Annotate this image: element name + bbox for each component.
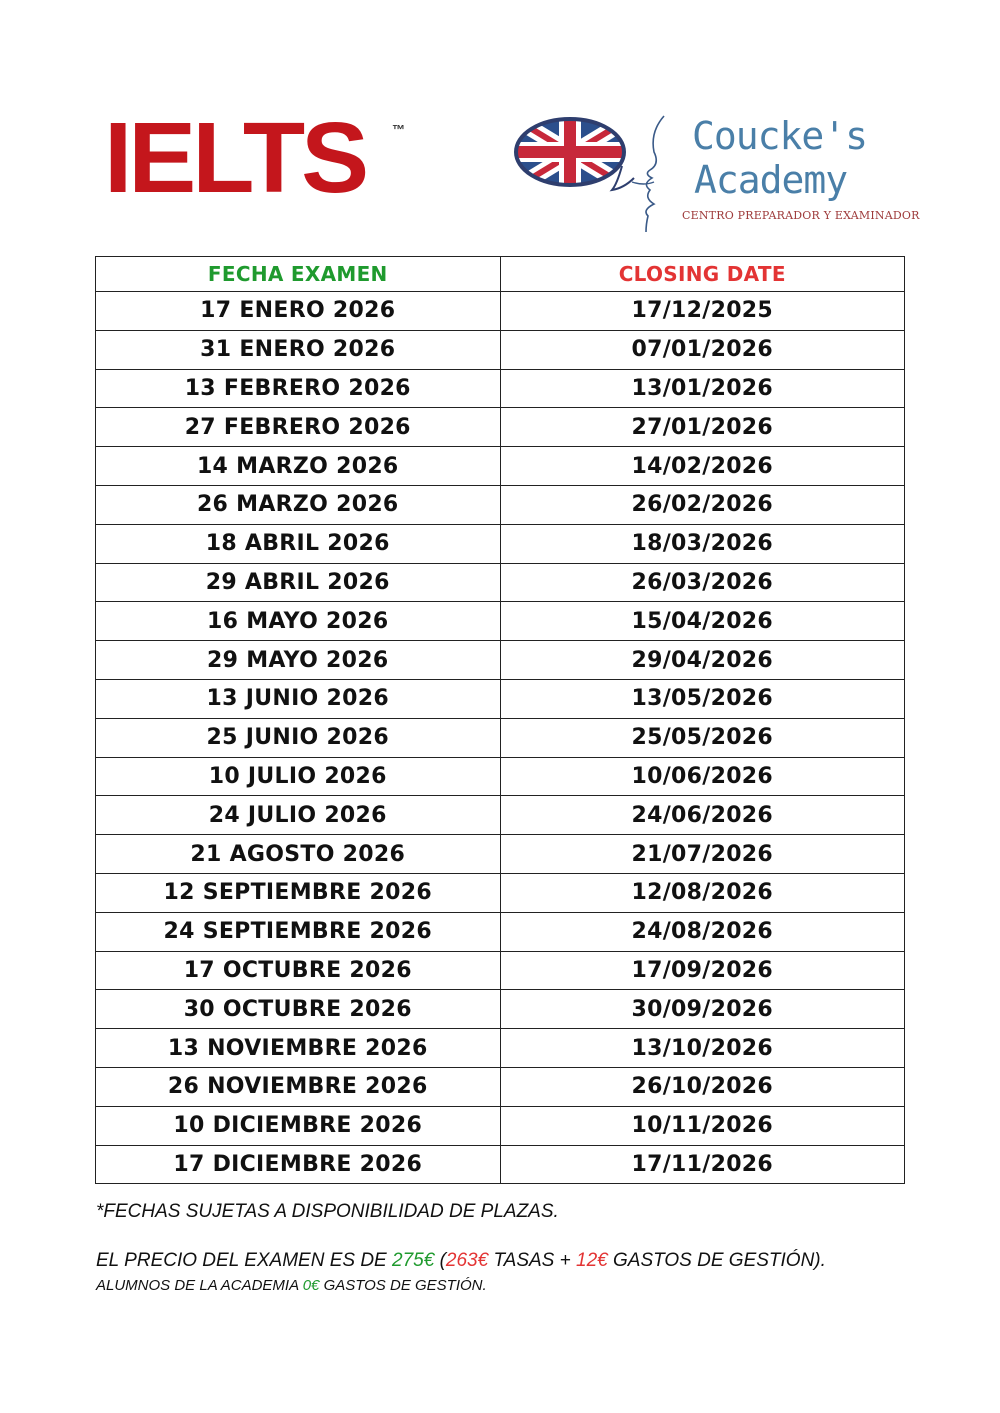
closing-date-cell: 26/02/2026 bbox=[500, 485, 905, 524]
students-note bbox=[96, 1277, 487, 1294]
students-amount: 0€ bbox=[302, 1277, 320, 1294]
closing-date-cell: 07/01/2026 bbox=[500, 330, 905, 369]
table-row bbox=[96, 641, 905, 680]
students-suffix: GASTOS DE GESTIÓN. bbox=[319, 1277, 487, 1294]
price-prefix: EL PRECIO DEL EXAMEN ES DE bbox=[96, 1250, 393, 1271]
table-row bbox=[96, 1067, 905, 1106]
closing-date-cell: 29/04/2026 bbox=[500, 641, 905, 680]
price-suffix: GASTOS DE GESTIÓN). bbox=[607, 1250, 826, 1271]
ielts-logo-text: IELTS bbox=[104, 102, 366, 214]
table-row bbox=[96, 718, 905, 757]
table-row bbox=[96, 951, 905, 990]
table-row bbox=[96, 757, 905, 796]
students-prefix: ALUMNOS DE LA ACADEMIA bbox=[96, 1277, 303, 1294]
closing-date-cell: 14/02/2026 bbox=[500, 447, 905, 486]
exam-date-cell: 13 NOVIEMBRE 2026 bbox=[96, 1029, 501, 1068]
exam-date-cell: 17 ENERO 2026 bbox=[96, 292, 501, 331]
closing-date-cell: 26/03/2026 bbox=[500, 563, 905, 602]
table-row bbox=[96, 447, 905, 486]
closing-date-cell: 24/06/2026 bbox=[500, 796, 905, 835]
table-row bbox=[96, 524, 905, 563]
exam-date-cell: 10 DICIEMBRE 2026 bbox=[96, 1106, 501, 1145]
exam-date-cell: 29 MAYO 2026 bbox=[96, 641, 501, 680]
table-row bbox=[96, 912, 905, 951]
exam-dates-table bbox=[95, 256, 905, 1184]
price-total: 275€ bbox=[392, 1250, 435, 1271]
exam-date-cell: 13 JUNIO 2026 bbox=[96, 679, 501, 718]
exam-date-cell: 29 ABRIL 2026 bbox=[96, 563, 501, 602]
closing-date-cell: 17/11/2026 bbox=[500, 1145, 905, 1184]
table-row bbox=[96, 1145, 905, 1184]
price-open-paren: ( bbox=[434, 1250, 446, 1271]
exam-date-cell: 24 JULIO 2026 bbox=[96, 796, 501, 835]
table-row bbox=[96, 292, 905, 331]
price-management: 12€ bbox=[576, 1250, 608, 1271]
table-row bbox=[96, 408, 905, 447]
price-fees-label: TASAS + bbox=[488, 1250, 577, 1271]
exam-date-cell: 24 SEPTIEMBRE 2026 bbox=[96, 912, 501, 951]
availability-note: *FECHAS SUJETAS A DISPONIBILIDAD DE PLAZAS. bbox=[96, 1201, 559, 1222]
academy-name-line2: Academy bbox=[694, 158, 848, 202]
closing-date-cell: 24/08/2026 bbox=[500, 912, 905, 951]
price-note bbox=[96, 1250, 826, 1272]
table-header-row bbox=[96, 257, 905, 292]
closing-date-cell: 13/10/2026 bbox=[500, 1029, 905, 1068]
exam-date-cell: 14 MARZO 2026 bbox=[96, 447, 501, 486]
closing-date-cell: 13/05/2026 bbox=[500, 679, 905, 718]
table-row bbox=[96, 679, 905, 718]
table-row bbox=[96, 835, 905, 874]
header-closing-date: CLOSING DATE bbox=[500, 257, 905, 292]
table-row bbox=[96, 990, 905, 1029]
closing-date-cell: 26/10/2026 bbox=[500, 1067, 905, 1106]
closing-date-cell: 17/12/2025 bbox=[500, 292, 905, 331]
closing-date-cell: 15/04/2026 bbox=[500, 602, 905, 641]
price-fees: 263€ bbox=[445, 1250, 489, 1271]
table-row bbox=[96, 796, 905, 835]
closing-date-cell: 12/08/2026 bbox=[500, 873, 905, 912]
exam-date-cell: 13 FEBRERO 2026 bbox=[96, 369, 501, 408]
academy-tagline: CENTRO PREPARADOR Y EXAMINADOR bbox=[682, 209, 920, 222]
exam-date-cell: 17 OCTUBRE 2026 bbox=[96, 951, 501, 990]
uk-flag-speech-bubble-icon bbox=[512, 112, 687, 232]
closing-date-cell: 10/06/2026 bbox=[500, 757, 905, 796]
closing-date-cell: 17/09/2026 bbox=[500, 951, 905, 990]
table-row bbox=[96, 873, 905, 912]
exam-date-cell: 10 JULIO 2026 bbox=[96, 757, 501, 796]
header-exam-date: FECHA EXAMEN bbox=[96, 257, 501, 292]
exam-date-cell: 21 AGOSTO 2026 bbox=[96, 835, 501, 874]
closing-date-cell: 27/01/2026 bbox=[500, 408, 905, 447]
ielts-logo bbox=[104, 102, 414, 214]
table-row bbox=[96, 602, 905, 641]
closing-date-cell: 13/01/2026 bbox=[500, 369, 905, 408]
academy-name-line1: Coucke's bbox=[692, 114, 868, 158]
exam-date-cell: 18 ABRIL 2026 bbox=[96, 524, 501, 563]
table-row bbox=[96, 563, 905, 602]
trademark-symbol: ™ bbox=[392, 122, 405, 137]
exam-date-cell: 17 DICIEMBRE 2026 bbox=[96, 1145, 501, 1184]
table-row bbox=[96, 369, 905, 408]
closing-date-cell: 30/09/2026 bbox=[500, 990, 905, 1029]
table-row bbox=[96, 1029, 905, 1068]
closing-date-cell: 21/07/2026 bbox=[500, 835, 905, 874]
exam-date-cell: 25 JUNIO 2026 bbox=[96, 718, 501, 757]
table-row bbox=[96, 1106, 905, 1145]
exam-date-cell: 26 NOVIEMBRE 2026 bbox=[96, 1067, 501, 1106]
exam-date-cell: 30 OCTUBRE 2026 bbox=[96, 990, 501, 1029]
exam-date-cell: 16 MAYO 2026 bbox=[96, 602, 501, 641]
academy-logo bbox=[512, 106, 920, 236]
table-body bbox=[96, 292, 905, 1184]
exam-date-cell: 27 FEBRERO 2026 bbox=[96, 408, 501, 447]
table-row bbox=[96, 330, 905, 369]
exam-date-cell: 31 ENERO 2026 bbox=[96, 330, 501, 369]
table-row bbox=[96, 485, 905, 524]
exam-date-cell: 12 SEPTIEMBRE 2026 bbox=[96, 873, 501, 912]
exam-date-cell: 26 MARZO 2026 bbox=[96, 485, 501, 524]
closing-date-cell: 10/11/2026 bbox=[500, 1106, 905, 1145]
closing-date-cell: 25/05/2026 bbox=[500, 718, 905, 757]
closing-date-cell: 18/03/2026 bbox=[500, 524, 905, 563]
